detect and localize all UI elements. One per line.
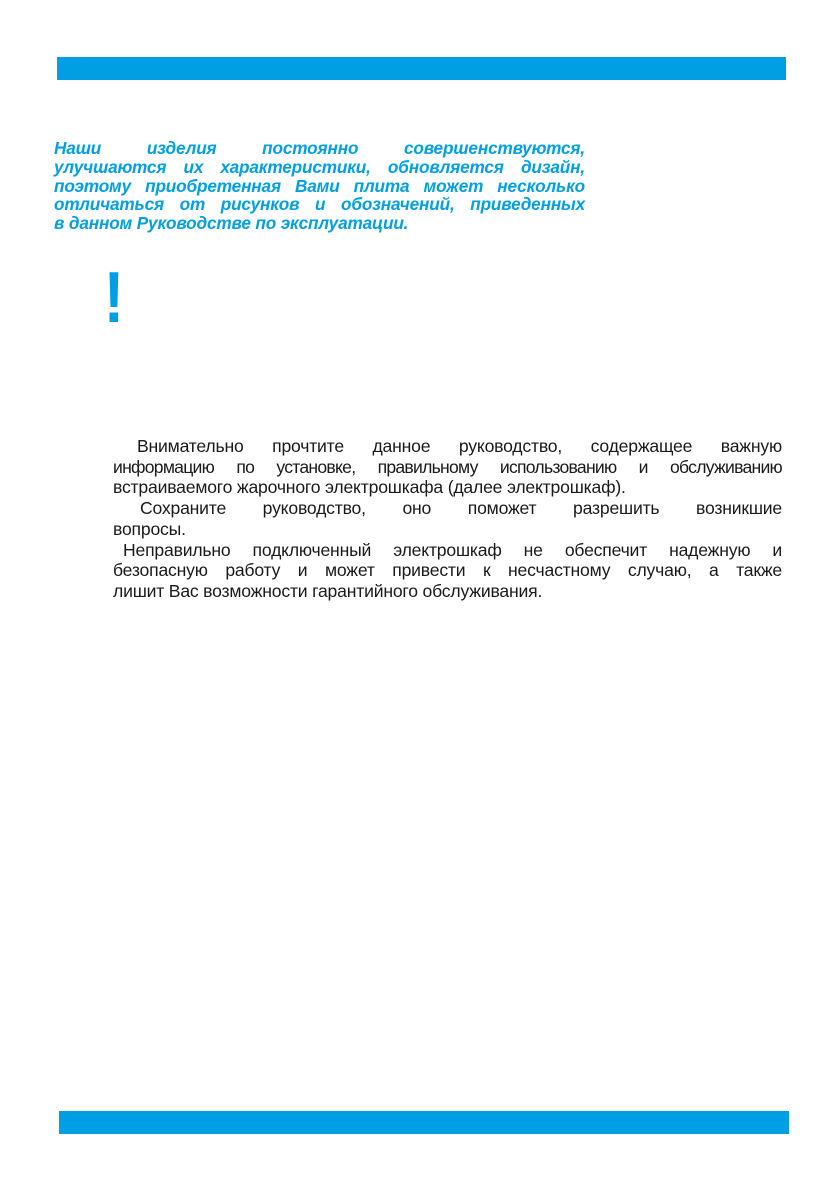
notice-line: поэтому приобретенная Вами плита может несколько [54, 175, 585, 196]
paragraph-keep-manual [113, 498, 782, 539]
body-line: Неправильно подключенный электрошкаф не обеспечит надежную и [123, 539, 782, 560]
body-line: вопросы. [113, 518, 186, 539]
product-notice [54, 139, 585, 233]
notice-line: улучшаются их характеристики, обновляется дизайн, [54, 156, 585, 177]
footer-bar [59, 1111, 789, 1134]
body-line: лишит Вас возможности гарантийного обслуживания. [113, 580, 543, 601]
notice-line: Наши изделия постоянно совершенствуются, [54, 138, 585, 158]
body-line: Внимательно прочтите данное руководство, содержащее важную [137, 436, 782, 456]
notice-line: отличаться от рисунков и обозначений, приведенных [54, 194, 585, 215]
body-line: информацию по установке, правильному использованию и обслуживанию [113, 456, 782, 477]
body-line: встраиваемого жарочного электрошкафа (далее электрошкаф). [113, 477, 626, 498]
notice-line: в данном Руководстве по эксплуатации. [54, 213, 409, 234]
instructions-text [113, 436, 782, 602]
paragraph-warning-connection [113, 540, 782, 602]
exclamation-icon: ! [103, 258, 125, 338]
body-line: безопасную работу и может привести к несчастному случаю, а также [113, 560, 782, 581]
header-bar [57, 57, 786, 80]
paragraph-read-manual [113, 436, 782, 498]
body-line: Сохраните руководство, оно поможет разрешить возникшие [140, 498, 782, 519]
